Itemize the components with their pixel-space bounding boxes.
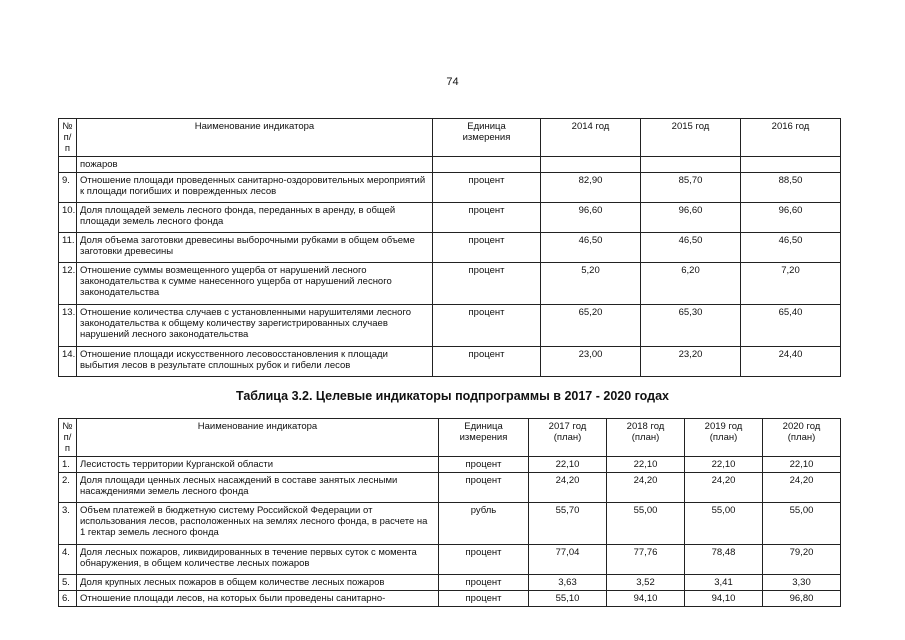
row-number: 1. [59,457,77,473]
value-2019: 94,10 [685,591,763,607]
table-row [59,473,841,503]
indicator-name: Лесистость территории Курганской области [77,457,439,473]
table-row [59,157,841,173]
indicator-name: Доля площади ценных лесных насаждений в составе занятых лесными насаждениями земель лесного фонда [77,473,439,503]
row-number [59,157,77,173]
unit: процент [439,575,529,591]
value-2019: 24,20 [685,473,763,503]
value-2020: 22,10 [763,457,841,473]
header-year-2015: 2015 год [641,119,741,157]
value-2018: 24,20 [607,473,685,503]
table-row [59,347,841,377]
value-2019: 3,41 [685,575,763,591]
unit: процент [439,473,529,503]
value-2020: 55,00 [763,503,841,545]
value-2014: 23,00 [541,347,641,377]
table-row [59,575,841,591]
table-header-row [59,119,841,157]
value-2014: 65,20 [541,305,641,347]
indicator-name: Отношение площади искусственного лесовосстановления к площади выбытия лесов в результате сплошных рубок и гибели лесов [77,347,433,377]
value-2017: 24,20 [529,473,607,503]
value-2016: 24,40 [741,347,841,377]
value-2017: 55,10 [529,591,607,607]
value-2014: 96,60 [541,203,641,233]
indicator-name: Доля лесных пожаров, ликвидированных в течение первых суток с момента обнаружения, в общем количестве лесных пожаров [77,545,439,575]
value-2016: 65,40 [741,305,841,347]
table-row [59,305,841,347]
header-unit: Единица измерения [439,419,529,457]
value-2016: 7,20 [741,263,841,305]
value-2018: 55,00 [607,503,685,545]
indicator-name: Доля площадей земель лесного фонда, переданных в аренду, в общей площади земель лесного фонда [77,203,433,233]
value-2016: 46,50 [741,233,841,263]
value-2015: 6,20 [641,263,741,305]
table-row [59,591,841,607]
value-2015: 46,50 [641,233,741,263]
row-number: 2. [59,473,77,503]
value-2020: 96,80 [763,591,841,607]
indicator-name: Доля объема заготовки древесины выборочными рубками в общем объеме заготовки древесины [77,233,433,263]
value-2017: 3,63 [529,575,607,591]
table-header-row [59,419,841,457]
unit: рубль [439,503,529,545]
value-2016 [741,157,841,173]
unit: процент [433,347,541,377]
value-2020: 79,20 [763,545,841,575]
header-indicator-name: Наименование индикатора [77,119,433,157]
header-year-2016: 2016 год [741,119,841,157]
header-unit: Единица измерения [433,119,541,157]
value-2014: 82,90 [541,173,641,203]
table-row [59,233,841,263]
value-2015: 65,30 [641,305,741,347]
value-2015: 85,70 [641,173,741,203]
value-2019: 78,48 [685,545,763,575]
row-number: 4. [59,545,77,575]
indicator-name: пожаров [77,157,433,173]
value-2018: 94,10 [607,591,685,607]
indicators-table-2017-2020 [58,418,841,607]
indicator-name: Отношение площади лесов, на которых были проведены санитарно- [77,591,439,607]
value-2018: 3,52 [607,575,685,591]
value-2019: 22,10 [685,457,763,473]
indicator-name: Объем платежей в бюджетную систему Российской Федерации от использования лесов, расположенных на землях лесного фонда, в расчете на 1 гектар земель лесного фонда [77,503,439,545]
value-2018: 22,10 [607,457,685,473]
row-number: 11. [59,233,77,263]
row-number: 13. [59,305,77,347]
header-year-2019: 2019 год (план) [685,419,763,457]
value-2014: 46,50 [541,233,641,263]
indicator-name: Отношение суммы возмещенного ущерба от нарушений лесного законодательства к сумме нанесенного ущерба от нарушений лесного законодательства [77,263,433,305]
unit: процент [433,263,541,305]
value-2016: 96,60 [741,203,841,233]
value-2014: 5,20 [541,263,641,305]
row-number: 3. [59,503,77,545]
indicator-name: Отношение количества случаев с установленными нарушителями лесного законодательства к общему количеству зарегистрированных случаев нарушений лесного законодательства [77,305,433,347]
value-2017: 22,10 [529,457,607,473]
unit: процент [433,305,541,347]
value-2018: 77,76 [607,545,685,575]
header-number: № п/п [59,419,77,457]
indicators-table-2014-2016 [58,118,841,377]
value-2019: 55,00 [685,503,763,545]
unit: процент [439,457,529,473]
row-number: 12. [59,263,77,305]
value-2015: 96,60 [641,203,741,233]
table-row [59,545,841,575]
unit: процент [439,545,529,575]
row-number: 5. [59,575,77,591]
unit: процент [433,203,541,233]
unit: процент [433,233,541,263]
unit: процент [439,591,529,607]
row-number: 14. [59,347,77,377]
header-indicator-name: Наименование индикатора [77,419,439,457]
table-row [59,503,841,545]
value-2017: 77,04 [529,545,607,575]
unit [433,157,541,173]
value-2014 [541,157,641,173]
table-row [59,457,841,473]
table-row [59,173,841,203]
row-number: 10. [59,203,77,233]
page-number: 74 [446,76,459,88]
table-row [59,203,841,233]
indicator-name: Доля крупных лесных пожаров в общем количестве лесных пожаров [77,575,439,591]
value-2015 [641,157,741,173]
header-year-2014: 2014 год [541,119,641,157]
table-row [59,263,841,305]
table-title: Таблица 3.2. Целевые индикаторы подпрограммы в 2017 - 2020 годах [236,389,669,403]
unit: процент [433,173,541,203]
value-2016: 88,50 [741,173,841,203]
value-2020: 24,20 [763,473,841,503]
value-2017: 55,70 [529,503,607,545]
value-2020: 3,30 [763,575,841,591]
indicator-name: Отношение площади проведенных санитарно-оздоровительных мероприятий к площади погибших и поврежденных лесов [77,173,433,203]
header-year-2017: 2017 год (план) [529,419,607,457]
header-number: № п/п [59,119,77,157]
row-number: 9. [59,173,77,203]
row-number: 6. [59,591,77,607]
value-2015: 23,20 [641,347,741,377]
header-year-2018: 2018 год (план) [607,419,685,457]
header-year-2020: 2020 год (план) [763,419,841,457]
